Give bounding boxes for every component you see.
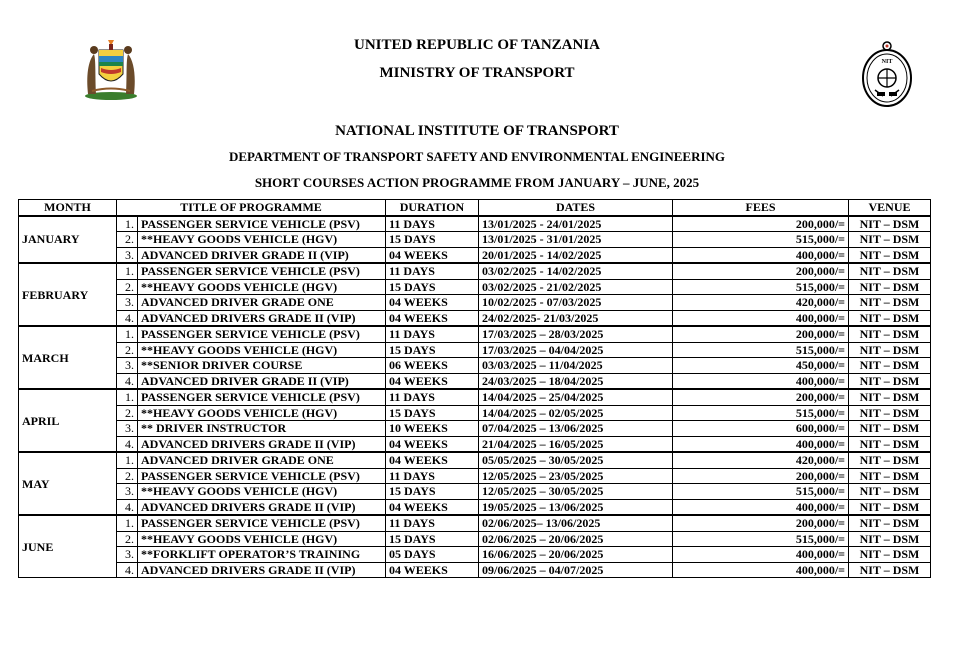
course-duration: 10 WEEKS [386,421,479,437]
course-title: **HEAVY GOODS VEHICLE (HGV) [138,342,386,358]
table-row [19,389,931,405]
course-fees: 400,000/= [673,562,849,578]
course-title: **HEAVY GOODS VEHICLE (HGV) [138,405,386,421]
table-row [19,515,931,531]
table-row [19,326,931,342]
table-row [19,310,931,326]
course-title: ADVANCED DRIVERS GRADE II (VIP) [138,310,386,326]
table-row [19,232,931,248]
table-row [19,405,931,421]
course-fees: 400,000/= [673,310,849,326]
fees-column-header: FEES [673,200,849,216]
course-number: 4. [117,562,138,578]
table-row [19,216,931,232]
course-venue: NIT – DSM [849,436,931,452]
course-title: ADVANCED DRIVERS GRADE II (VIP) [138,436,386,452]
table-row [19,263,931,279]
course-duration: 15 DAYS [386,279,479,295]
course-dates: 13/01/2025 - 31/01/2025 [479,232,673,248]
course-venue: NIT – DSM [849,531,931,547]
course-duration: 11 DAYS [386,389,479,405]
course-title: **FORKLIFT OPERATOR’S TRAINING [138,547,386,563]
course-number: 3. [117,421,138,437]
department-heading: DEPARTMENT OF TRANSPORT SAFETY AND ENVIRONMENTAL ENGINEERING [228,149,726,164]
course-dates: 12/05/2025 – 23/05/2025 [479,468,673,484]
course-dates: 17/03/2025 – 28/03/2025 [479,326,673,342]
course-fees: 600,000/= [673,421,849,437]
course-dates: 17/03/2025 – 04/04/2025 [479,342,673,358]
course-dates: 03/02/2025 - 14/02/2025 [479,263,673,279]
table-row [19,295,931,311]
course-duration: 11 DAYS [386,515,479,531]
course-duration: 15 DAYS [386,342,479,358]
course-venue: NIT – DSM [849,295,931,311]
course-title: PASSENGER SERVICE VEHICLE (PSV) [138,216,386,232]
course-dates: 21/04/2025 – 16/05/2025 [479,436,673,452]
month-cell: APRIL [19,389,117,452]
course-title: ADVANCED DRIVER GRADE II (VIP) [138,373,386,389]
course-duration: 04 WEEKS [386,373,479,389]
course-dates: 13/01/2025 - 24/01/2025 [479,216,673,232]
course-fees: 515,000/= [673,484,849,500]
course-dates: 10/02/2025 - 07/03/2025 [479,295,673,311]
course-dates: 16/06/2025 – 20/06/2025 [479,547,673,563]
course-number: 3. [117,358,138,374]
table-row [19,484,931,500]
table-row [19,547,931,563]
course-fees: 200,000/= [673,515,849,531]
course-number: 1. [117,326,138,342]
course-venue: NIT – DSM [849,216,931,232]
table-row [19,358,931,374]
course-dates: 03/02/2025 - 21/02/2025 [479,279,673,295]
course-number: 1. [117,389,138,405]
institute-heading: NATIONAL INSTITUTE OF TRANSPORT [335,123,619,139]
course-duration: 11 DAYS [386,468,479,484]
nit-logo-text: NIT [881,59,893,65]
course-number: 1. [117,452,138,468]
course-number: 4. [117,310,138,326]
course-duration: 11 DAYS [386,216,479,232]
course-venue: NIT – DSM [849,247,931,263]
course-duration: 04 WEEKS [386,562,479,578]
dates-column-header: DATES [479,200,673,216]
course-fees: 515,000/= [673,342,849,358]
course-fees: 450,000/= [673,358,849,374]
course-duration: 04 WEEKS [386,310,479,326]
course-dates: 14/04/2025 – 25/04/2025 [479,389,673,405]
course-title: **HEAVY GOODS VEHICLE (HGV) [138,531,386,547]
course-dates: 07/04/2025 – 13/06/2025 [479,421,673,437]
table-row [19,373,931,389]
country-heading: UNITED REPUBLIC OF TANZANIA [353,37,600,53]
course-venue: NIT – DSM [849,389,931,405]
table-row [19,468,931,484]
table-row [19,436,931,452]
short-courses-table [18,199,931,578]
course-duration: 11 DAYS [386,263,479,279]
duration-column-header: DURATION [386,200,479,216]
course-venue: NIT – DSM [849,405,931,421]
table-header-row [19,200,931,216]
table-row [19,452,931,468]
course-dates: 14/04/2025 – 02/05/2025 [479,405,673,421]
course-dates: 02/06/2025 – 20/06/2025 [479,531,673,547]
course-title: **HEAVY GOODS VEHICLE (HGV) [138,232,386,248]
course-title: **HEAVY GOODS VEHICLE (HGV) [138,484,386,500]
course-venue: NIT – DSM [849,326,931,342]
course-title: ADVANCED DRIVER GRADE II (VIP) [138,247,386,263]
course-fees: 515,000/= [673,279,849,295]
course-venue: NIT – DSM [849,499,931,515]
course-fees: 200,000/= [673,326,849,342]
course-number: 3. [117,484,138,500]
course-duration: 04 WEEKS [386,499,479,515]
course-dates: 09/06/2025 – 04/07/2025 [479,562,673,578]
course-title: PASSENGER SERVICE VEHICLE (PSV) [138,468,386,484]
table-row [19,279,931,295]
table-row [19,562,931,578]
course-duration: 05 DAYS [386,547,479,563]
course-number: 4. [117,436,138,452]
table-row [19,247,931,263]
course-fees: 200,000/= [673,263,849,279]
course-venue: NIT – DSM [849,468,931,484]
course-dates: 19/05/2025 – 13/06/2025 [479,499,673,515]
course-number: 1. [117,263,138,279]
venue-column-header: VENUE [849,200,931,216]
course-title: PASSENGER SERVICE VEHICLE (PSV) [138,263,386,279]
course-venue: NIT – DSM [849,421,931,437]
course-fees: 420,000/= [673,295,849,311]
course-fees: 400,000/= [673,547,849,563]
course-title: ADVANCED DRIVER GRADE ONE [138,452,386,468]
course-duration: 04 WEEKS [386,295,479,311]
month-cell: JUNE [19,515,117,578]
course-duration: 15 DAYS [386,232,479,248]
course-fees: 200,000/= [673,216,849,232]
course-number: 1. [117,515,138,531]
course-title: PASSENGER SERVICE VEHICLE (PSV) [138,389,386,405]
title-column-header: TITLE OF PROGRAMME [117,200,386,216]
programme-heading: SHORT COURSES ACTION PROGRAMME FROM JANUARY – JUNE, 2025 [254,175,700,190]
course-number: 4. [117,499,138,515]
course-venue: NIT – DSM [849,342,931,358]
course-title: **SENIOR DRIVER COURSE [138,358,386,374]
course-number: 1. [117,216,138,232]
month-cell: FEBRUARY [19,263,117,326]
course-title: **HEAVY GOODS VEHICLE (HGV) [138,279,386,295]
course-venue: NIT – DSM [849,279,931,295]
course-duration: 04 WEEKS [386,452,479,468]
course-duration: 15 DAYS [386,484,479,500]
course-title: PASSENGER SERVICE VEHICLE (PSV) [138,326,386,342]
course-venue: NIT – DSM [849,232,931,248]
course-number: 4. [117,373,138,389]
ministry-heading: MINISTRY OF TRANSPORT [379,65,575,81]
course-title: ADVANCED DRIVERS GRADE II (VIP) [138,562,386,578]
course-duration: 15 DAYS [386,531,479,547]
course-venue: NIT – DSM [849,484,931,500]
course-title: ADVANCED DRIVERS GRADE II (VIP) [138,499,386,515]
course-fees: 420,000/= [673,452,849,468]
table-row [19,421,931,437]
course-dates: 24/02/2025- 21/03/2025 [479,310,673,326]
course-title: ADVANCED DRIVER GRADE ONE [138,295,386,311]
month-cell: MARCH [19,326,117,389]
course-fees: 400,000/= [673,247,849,263]
table-body [19,216,931,578]
course-fees: 400,000/= [673,436,849,452]
course-fees: 200,000/= [673,389,849,405]
month-cell: JANUARY [19,216,117,264]
course-fees: 400,000/= [673,373,849,389]
course-duration: 04 WEEKS [386,436,479,452]
course-fees: 515,000/= [673,531,849,547]
course-number: 2. [117,405,138,421]
month-cell: MAY [19,452,117,515]
table-row [19,499,931,515]
course-duration: 11 DAYS [386,326,479,342]
course-number: 2. [117,468,138,484]
course-venue: NIT – DSM [849,310,931,326]
course-fees: 200,000/= [673,468,849,484]
course-fees: 515,000/= [673,232,849,248]
course-fees: 515,000/= [673,405,849,421]
course-number: 3. [117,547,138,563]
course-dates: 12/05/2025 – 30/05/2025 [479,484,673,500]
course-number: 3. [117,295,138,311]
table-row [19,342,931,358]
course-number: 3. [117,247,138,263]
course-title: PASSENGER SERVICE VEHICLE (PSV) [138,515,386,531]
course-duration: 15 DAYS [386,405,479,421]
course-dates: 20/01/2025 - 14/02/2025 [479,247,673,263]
course-number: 2. [117,279,138,295]
course-number: 2. [117,342,138,358]
course-dates: 02/06/2025– 13/06/2025 [479,515,673,531]
course-venue: NIT – DSM [849,452,931,468]
course-duration: 04 WEEKS [386,247,479,263]
course-venue: NIT – DSM [849,263,931,279]
month-column-header: MONTH [19,200,117,216]
course-venue: NIT – DSM [849,515,931,531]
course-venue: NIT – DSM [849,547,931,563]
course-number: 2. [117,232,138,248]
course-dates: 03/03/2025 – 11/04/2025 [479,358,673,374]
course-dates: 24/03/2025 – 18/04/2025 [479,373,673,389]
course-fees: 400,000/= [673,499,849,515]
course-venue: NIT – DSM [849,373,931,389]
course-title: ** DRIVER INSTRUCTOR [138,421,386,437]
course-dates: 05/05/2025 – 30/05/2025 [479,452,673,468]
course-number: 2. [117,531,138,547]
course-venue: NIT – DSM [849,562,931,578]
table-row [19,531,931,547]
course-duration: 06 WEEKS [386,358,479,374]
course-venue: NIT – DSM [849,358,931,374]
